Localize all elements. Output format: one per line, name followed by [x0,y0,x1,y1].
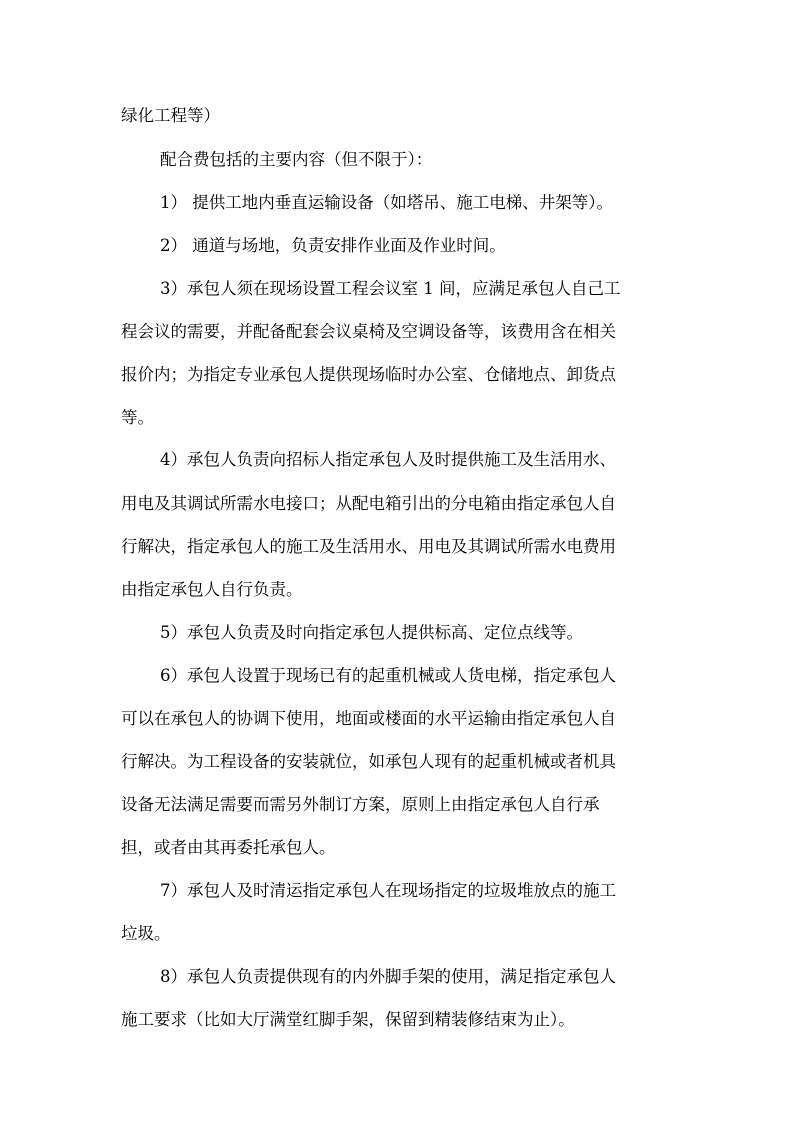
text-line: 行解决，指定承包人的施工及生活用水、用电及其调试所需水电费用 [121,537,616,556]
text-line: 2） 通道与场地，负责安排作业面及作业时间。 [160,236,506,255]
text-line: 担，或者由其再委托承包人。 [121,838,336,857]
text-line: 程会议的需要，并配备配套会议桌椅及空调设备等，该费用含在相关 [121,322,616,341]
text-line: 4）承包人负责向招标人指定承包人及时提供施工及生活用水、 [160,450,616,469]
text-line: 5）承包人负责及时向指定承包人提供标高、定位点线等。 [160,623,583,642]
text-line: 设备无法满足需要而需另外制订方案，原则上由指定承包人自行承 [121,795,600,814]
text-line: 7）承包人及时清运指定承包人在现场指定的垃圾堆放点的施工 [160,881,616,900]
text-line: 1） 提供工地内垂直运输设备（如塔吊、施工电梯、井架等）。 [160,193,613,212]
text-line: 8）承包人负责提供现有的内外脚手架的使用，满足指定承包人 [160,967,616,986]
text-line: 绿化工程等） [121,106,220,125]
text-line: 施工要求（比如大厅满堂红脚手架，保留到精装修结束为止）。 [121,1010,575,1029]
text-line: 用电及其调试所需水电接口；从配电箱引出的分电箱由指定承包人自 [121,494,616,513]
text-line: 报价内；为指定专业承包人提供现场临时办公室、仓储地点、卸货点 [121,365,616,384]
text-line: 配合费包括的主要内容（但不限于）： [160,150,433,169]
text-line: 垃圾。 [121,924,171,943]
text-line: 6）承包人设置于现场已有的起重机械或人货电梯，指定承包人 [160,666,616,685]
text-line: 可以在承包人的协调下使用，地面或楼面的水平运输由指定承包人自 [121,709,616,728]
text-line: 等。 [121,408,154,427]
text-line: 行解决。为工程设备的安装就位，如承包人现有的起重机械或者机具 [121,752,616,771]
text-line: 3）承包人须在现场设置工程会议室 1 间，应满足承包人自己工 [160,279,621,298]
text-line: 由指定承包人自行负责。 [121,580,303,599]
